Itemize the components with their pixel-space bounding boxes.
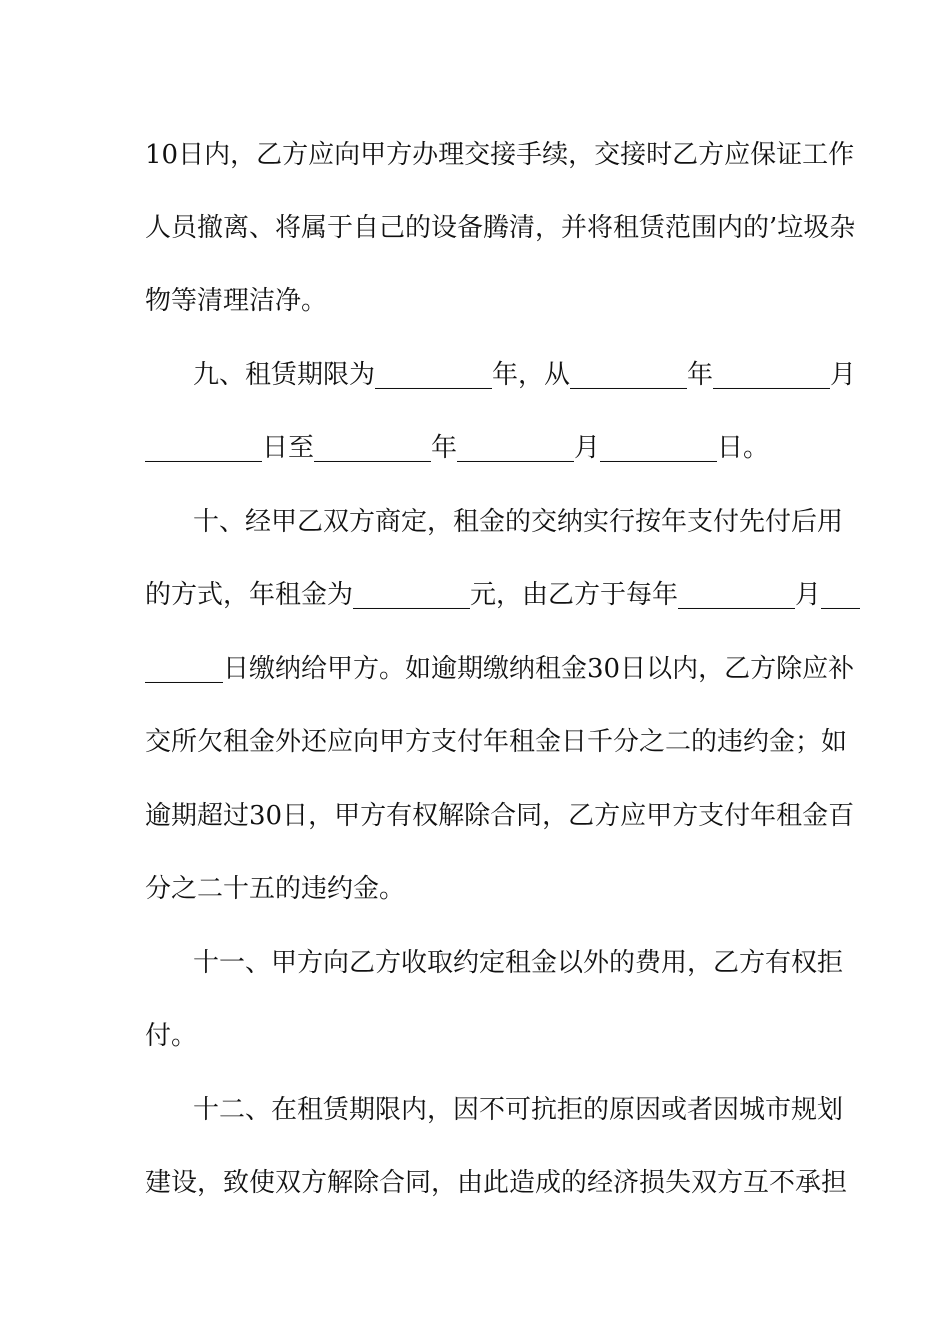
- clause-11-heading-line: 十一、甲方向乙方收取约定租金以外的费用，乙方有权拒: [193, 948, 844, 978]
- text-line: 物等清理洁净。: [145, 286, 328, 316]
- text-line: 建设，致使双方解除合同，由此造成的经济损失双方互不承担: [145, 1168, 848, 1198]
- text-line: 交所欠租金外还应向甲方支付年租金日千分之二的违约金；如: [145, 727, 848, 757]
- text-line: ______日缴纳给甲方。如逾期缴纳租金30日以内，乙方除应补: [145, 654, 855, 684]
- text-line: 分之二十五的违约金。: [145, 874, 406, 904]
- text-line: 逾期超过30日，甲方有权解除合同，乙方应甲方支付年租金百: [145, 801, 855, 831]
- text-line: 付。: [145, 1021, 198, 1051]
- text-line: _________日至_________年_________月_________日。: [145, 433, 770, 463]
- clause-9-heading-line: 九、租赁期限为_________年，从_________年_________月: [193, 360, 857, 390]
- text-line: 的方式，年租金为_________元，由乙方于每年_________月___: [145, 580, 861, 610]
- text-line: 10日内，乙方应向甲方办理交接手续，交接时乙方应保证工作: [145, 140, 855, 170]
- text-line: 人员撤离、将属于自己的设备腾清，并将租赁范围内的’垃圾杂: [145, 213, 856, 243]
- clause-12-heading-line: 十二、在租赁期限内，因不可抗拒的原因或者因城市规划: [193, 1095, 844, 1125]
- clause-10-heading-line: 十、经甲乙双方商定，租金的交纳实行按年支付先付后用: [193, 507, 844, 537]
